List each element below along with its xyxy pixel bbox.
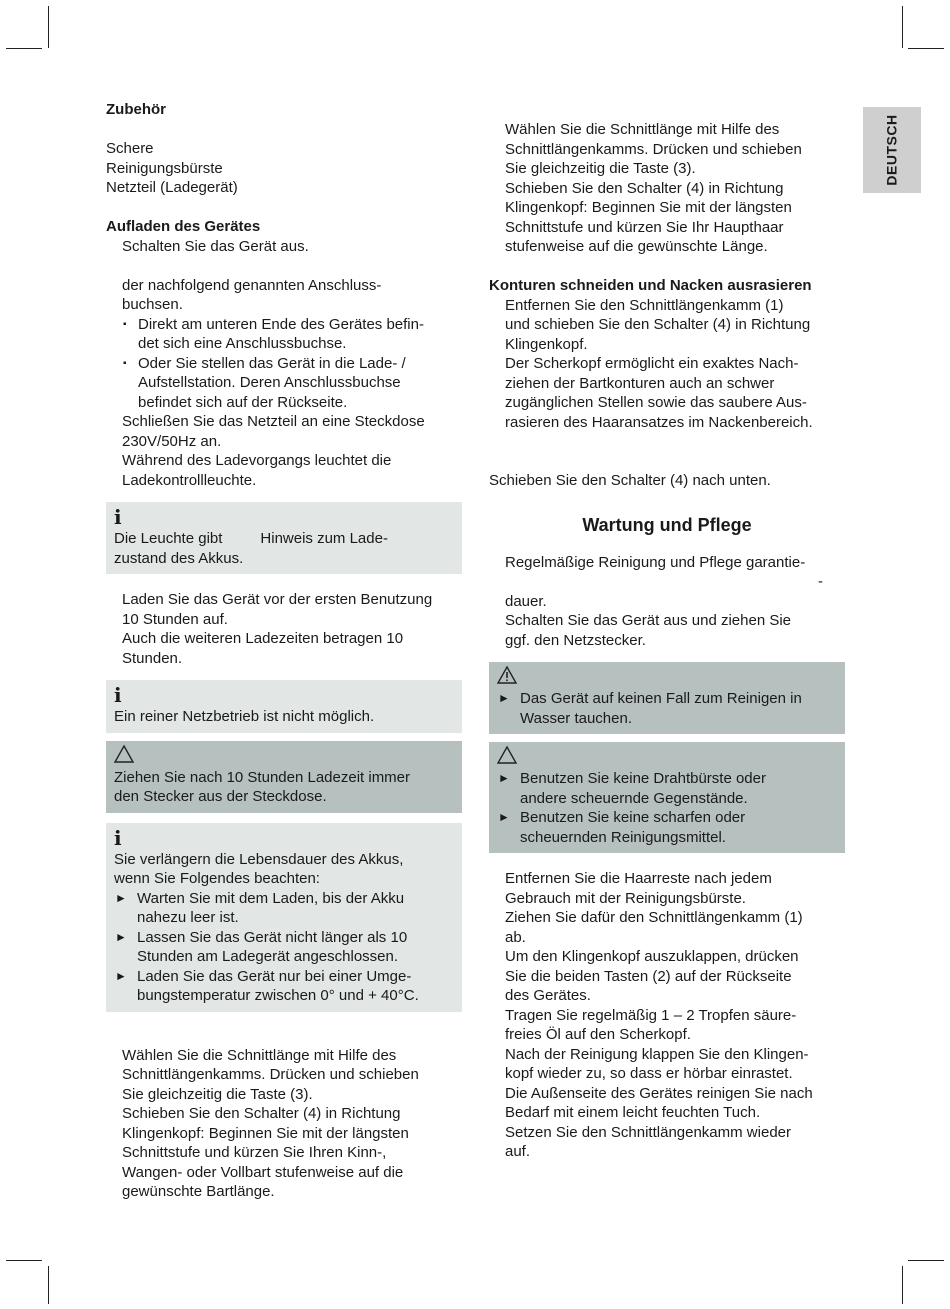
arrow-item xyxy=(497,689,837,728)
info-icon: i xyxy=(114,825,122,850)
cleaning-text: Sie die beiden Tasten (2) auf der Rückseite xyxy=(505,967,792,985)
cleaning-text: freies Öl auf den Scherkopf. xyxy=(505,1026,691,1043)
info-icon: i xyxy=(114,505,122,529)
charge-text: Ladekontrollleuchte. xyxy=(122,471,257,489)
beard-text: Sie gleichzeitig die Taste (3). xyxy=(122,1085,313,1103)
arrow-item-text: Lassen Sie das Gerät nicht länger als 10 xyxy=(137,928,408,946)
bullet-item xyxy=(106,354,462,413)
bullet-square-icon: ▪ xyxy=(123,357,127,369)
arrow-item xyxy=(114,967,454,1006)
contour-heading: Konturen schneiden und Nacken ausrasieren xyxy=(489,277,812,294)
hair-text: Sie gleichzeitig die Taste (3). xyxy=(505,160,696,177)
first-charge-text: 10 Stunden auf. xyxy=(122,610,228,628)
warning-triangle-icon xyxy=(497,745,837,769)
arrow-right-icon: ► xyxy=(498,810,510,824)
arrow-item-text: Laden Sie das Gerät nur bei einer Umge- xyxy=(137,967,412,985)
bullet-text: Aufstellstation. Deren Anschlussbuchse xyxy=(138,374,401,391)
bullet-item xyxy=(106,315,462,354)
arrow-right-icon: ► xyxy=(115,890,127,905)
contour-text: Klingenkopf. xyxy=(505,335,588,353)
crop-mark xyxy=(6,48,42,49)
bullet-text: det sich eine Anschlussbuchse. xyxy=(138,335,347,352)
warning-exclamation-icon xyxy=(497,665,837,689)
warning-box xyxy=(106,741,462,813)
info-text-b: Hinweis zum Lade- xyxy=(260,530,388,547)
arrow-item-text: Stunden am Ladegerät angeschlossen. xyxy=(137,948,399,965)
beard-text: Wählen Sie die Schnittlänge mit Hilfe des xyxy=(122,1046,397,1064)
switch-down-text: Schieben Sie den Schalter (4) nach unten. xyxy=(489,472,771,489)
bullet-text: Oder Sie stellen das Gerät in die Lade- / xyxy=(138,354,406,372)
hair-text: Wählen Sie die Schnittlänge mit Hilfe des xyxy=(505,121,780,138)
cleaning-text: ab. xyxy=(505,928,526,946)
info-text: wenn Sie Folgendes beachten: xyxy=(114,870,320,887)
cleaning-text: Bedarf mit einem leicht feuchten Tuch. xyxy=(505,1104,761,1121)
contour-text: Der Scherkopf ermöglicht ein exaktes Nach- xyxy=(505,355,799,372)
arrow-item-text: Benutzen Sie keine scharfen oder xyxy=(520,809,746,826)
charge-heading: Aufladen des Gerätes xyxy=(106,218,261,235)
beard-text: Schnittstufe und kürzen Sie Ihren Kinn-, xyxy=(122,1144,387,1161)
contour-text: zugänglichen Stellen sowie das saubere Aus- xyxy=(505,394,807,411)
warning-box xyxy=(489,742,845,853)
right-column xyxy=(489,120,845,1162)
contour-text: und schieben Sie den Schalter (4) in Richtung xyxy=(505,316,811,333)
contour-text: Entfernen Sie den Schnittlängenkamm (1) xyxy=(505,296,784,314)
bullet-text: befindet sich auf der Rückseite. xyxy=(138,393,348,411)
charge-text: Während des Ladevorgangs leuchtet die xyxy=(122,452,392,469)
crop-mark xyxy=(902,1266,903,1304)
info-box xyxy=(106,680,462,733)
warning-text: den Stecker aus der Steckdose. xyxy=(114,788,327,805)
arrow-item-text: Benutzen Sie keine Drahtbürste oder xyxy=(520,770,766,787)
arrow-item xyxy=(114,928,454,967)
cleaning-text: auf. xyxy=(505,1143,531,1160)
arrow-item xyxy=(497,808,837,847)
beard-text: Wangen- oder Vollbart stufenweise auf die xyxy=(122,1163,404,1181)
arrow-right-icon: ► xyxy=(115,968,127,983)
accessory-item: Schere xyxy=(106,140,154,157)
cleaning-text: Gebrauch mit der Reinigungsbürste. xyxy=(505,889,746,907)
cleaning-text: Tragen Sie regelmäßig 1 – 2 Tropfen säure- xyxy=(505,1006,797,1024)
hair-text: Schieben Sie den Schalter (4) in Richtung xyxy=(505,179,784,197)
crop-mark xyxy=(902,6,903,48)
bullet-text: Direkt am unteren Ende des Gerätes befin- xyxy=(138,315,424,333)
care-text: Regelmäßige Reinigung und Pflege garantie- xyxy=(505,553,806,571)
cleaning-text: Entfernen Sie die Haarreste nach jedem xyxy=(505,870,772,887)
cleaning-text: des Gerätes. xyxy=(505,987,591,1004)
charge-text: 230V/50Hz an. xyxy=(122,432,222,450)
cleaning-text: Nach der Reinigung klappen Sie den Klingen- xyxy=(505,1045,809,1063)
beard-text: Klingenkopf: Beginnen Sie mit der längsten xyxy=(122,1124,409,1142)
crop-mark xyxy=(908,1260,944,1261)
crop-mark xyxy=(6,1260,42,1261)
arrow-item-text: Wasser tauchen. xyxy=(520,709,632,727)
arrow-item-text: scheuernden Reinigungsmittel. xyxy=(520,828,726,846)
cleaning-text: Ziehen Sie dafür den Schnittlängenkamm (1) xyxy=(505,909,803,926)
arrow-item-text: bungstemperatur zwischen 0° und + 40°C. xyxy=(137,987,419,1004)
hair-text: Schnittlängenkamms. Drücken und schieben xyxy=(505,140,802,158)
beard-text: Schieben Sie den Schalter (4) in Richtung xyxy=(122,1105,401,1122)
charge-para: buchsen. xyxy=(122,296,183,313)
cleaning-text: Setzen Sie den Schnittlängenkamm wieder xyxy=(505,1123,791,1141)
arrow-item-text: Warten Sie mit dem Laden, bis der Akku xyxy=(137,889,405,907)
arrow-item-text: nahezu leer ist. xyxy=(137,909,239,926)
crop-mark xyxy=(908,48,944,49)
contour-text: ziehen der Bartkonturen auch an schwer xyxy=(505,374,775,392)
care-text-dash: - xyxy=(818,573,823,590)
charge-text: Schließen Sie das Netzteil an eine Steckdose xyxy=(122,413,425,430)
charge-step: Schalten Sie das Gerät aus. xyxy=(122,237,309,255)
arrow-item xyxy=(114,889,454,928)
beard-text: gewünschte Bartlänge. xyxy=(122,1183,275,1200)
arrow-item-text: Das Gerät auf keinen Fall zum Reinigen in xyxy=(520,690,802,707)
cleaning-text: Um den Klingenkopf auszuklappen, drücken xyxy=(505,948,799,965)
first-charge-text: Laden Sie das Gerät vor der ersten Benutzung xyxy=(122,591,433,608)
contour-text: rasieren des Haaransatzes im Nackenbereich. xyxy=(505,413,813,431)
warning-text: Ziehen Sie nach 10 Stunden Ladezeit immer xyxy=(114,768,411,786)
care-text: ggf. den Netzstecker. xyxy=(505,631,646,649)
arrow-right-icon: ► xyxy=(498,691,510,705)
arrow-right-icon: ► xyxy=(115,929,127,944)
cleaning-text: Die Außenseite des Gerätes reinigen Sie nach xyxy=(505,1084,813,1102)
info-text-a: Die Leuchte gibt xyxy=(114,530,223,547)
care-heading: Wartung und Pflege xyxy=(582,514,752,535)
crop-mark xyxy=(48,1266,49,1304)
info-text: Sie verlängern die Lebensdauer des Akkus, xyxy=(114,850,404,868)
first-charge-text: Stunden. xyxy=(122,649,183,667)
cleaning-text: kopf wieder zu, so dass er hörbar einrastet. xyxy=(505,1065,793,1082)
left-column xyxy=(106,100,462,1202)
care-text: dauer. xyxy=(505,592,547,610)
language-tab-label: DEUTSCH xyxy=(883,114,900,186)
arrow-right-icon: ► xyxy=(498,771,510,785)
info-text: Ein reiner Netzbetrieb ist nicht möglich. xyxy=(114,708,375,725)
hair-text: stufenweise auf die gewünschte Länge. xyxy=(505,238,768,255)
info-box xyxy=(106,823,462,1012)
warning-box xyxy=(489,662,845,734)
warning-triangle-icon xyxy=(114,744,454,768)
beard-text: Schnittlängenkamms. Drücken und schieben xyxy=(122,1066,419,1083)
care-text: Schalten Sie das Gerät aus und ziehen Sie xyxy=(505,612,792,629)
info-box xyxy=(106,502,462,574)
crop-mark xyxy=(48,6,49,48)
accessory-item: Reinigungsbürste xyxy=(106,159,223,177)
charge-para: der nachfolgend genannten Anschluss- xyxy=(122,276,382,294)
arrow-item xyxy=(497,769,837,808)
language-tab xyxy=(863,107,921,193)
info-icon: i xyxy=(114,683,122,707)
hair-text: Schnittstufe und kürzen Sie Ihr Haupthaar xyxy=(505,218,784,236)
zubehoer-heading: Zubehör xyxy=(106,101,166,118)
info-text: zustand des Akkus. xyxy=(114,549,244,567)
bullet-square-icon: ▪ xyxy=(123,318,127,330)
hair-text: Klingenkopf: Beginnen Sie mit der längsten xyxy=(505,199,792,216)
accessory-item: Netzteil (Ladegerät) xyxy=(106,179,238,196)
info-text xyxy=(114,529,454,549)
first-charge-text: Auch die weiteren Ladezeiten betragen 10 xyxy=(122,630,404,647)
arrow-item-text: andere scheuernde Gegenstände. xyxy=(520,789,748,807)
